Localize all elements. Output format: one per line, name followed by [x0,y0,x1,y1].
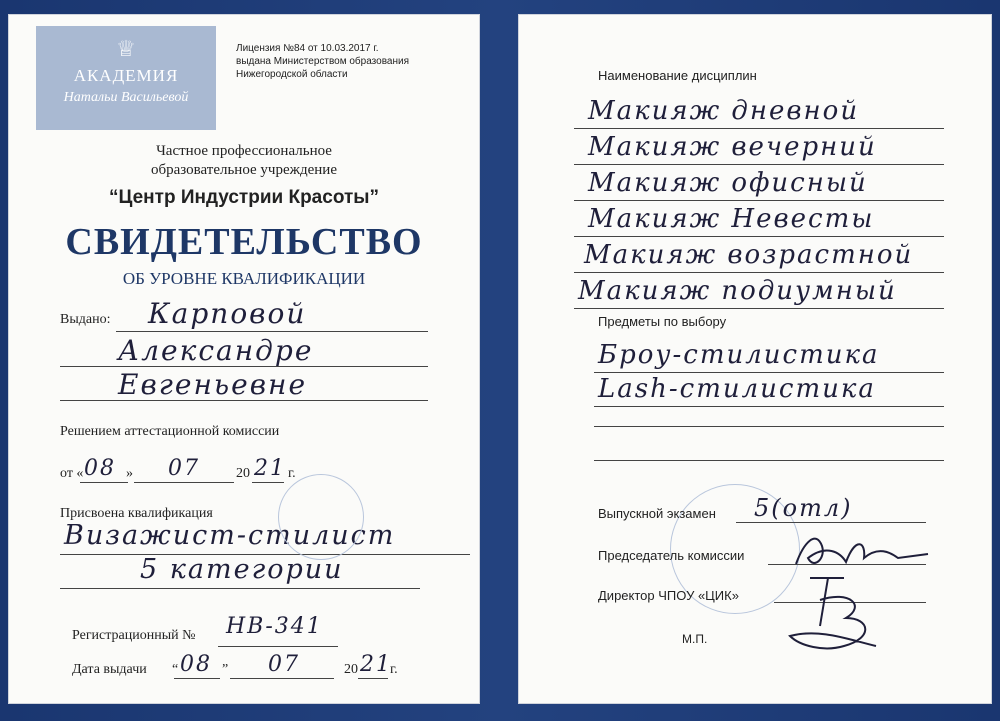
faint-stamp [278,474,364,560]
final-exam-label: Выпускной экзамен [598,506,716,521]
discipline-line [574,164,944,165]
year-unit: г. [288,466,296,481]
discipline-line [574,128,944,129]
discipline-line [574,272,944,273]
final-exam-grade: 5(отл) [754,494,853,522]
issue-year: 21 [360,652,392,677]
qualification-line [60,588,420,589]
recipient-patronymic: Евгеньевне [118,368,308,401]
logo-title: АКАДЕМИЯ [73,66,179,85]
year-unit: г. [390,662,398,677]
issue-date-label: Дата выдачи [72,662,147,677]
elective-item: Броу-стилистика [598,340,880,370]
registration-line [218,646,338,647]
license-line: выдана Министерством образования [236,56,409,67]
elective-line [594,460,944,461]
decision-day: 08 [84,456,116,481]
institution-type [8,142,480,180]
discipline-item: Макияж дневной [588,96,860,126]
date-close-quote: » [126,466,133,481]
academy-logo [36,26,216,130]
logo-subtitle: Натальи Васильевой [63,90,189,105]
crown-icon: ♕ [116,36,136,61]
decision-month: 07 [168,456,200,481]
right-page [518,14,992,704]
license-line: Нижегородской области [236,69,348,80]
discipline-item: Макияж вечерний [588,132,877,162]
day-line [80,482,128,483]
qualification-label: Присвоена квалификация [60,506,213,521]
discipline-line [574,308,944,309]
disciplines-label: Наименование дисциплин [598,68,757,83]
qualification-category: 5 категории [140,554,344,585]
license-info [236,42,409,81]
registration-number: НВ-341 [226,614,323,639]
institution-line: Частное профессиональное [156,143,332,159]
discipline-line [574,200,944,201]
institution-name: “Центр Индустрии Красоты” [109,187,379,208]
open-quote: “ [172,662,179,677]
elective-line [594,372,944,373]
elective-item: Lash-стилистика [598,374,876,404]
year-prefix: 20 [236,466,250,481]
decision-year: 21 [254,456,286,481]
commission-chair-label: Председатель комиссии [598,548,745,563]
discipline-item: Макияж подиумный [578,276,897,306]
issue-month: 07 [268,652,300,677]
recipient-surname: Карповой [148,297,307,330]
director-signature [780,566,890,662]
director-label: Директор ЧПОУ «ЦИК» [598,588,739,603]
issue-month-line [230,678,334,679]
registration-label: Регистрационный № [72,628,196,643]
date-prefix: от « [60,466,84,481]
qualification-title: Визажист-стилист [64,520,396,551]
year-prefix: 20 [344,662,358,677]
issue-year-line [358,678,388,679]
document-subtitle: ОБ УРОВНЕ КВАЛИФИКАЦИИ [122,269,366,288]
year-line [252,482,284,483]
license-line: Лицензия №84 от 10.03.2017 г. [236,43,379,54]
elective-line [594,406,944,407]
recipient-first-name: Александре [118,334,314,367]
elective-line [594,426,944,427]
month-line [134,482,234,483]
discipline-line [574,236,944,237]
issued-to-label: Выдано: [60,312,111,327]
left-page [8,14,480,704]
final-exam-line [736,522,926,523]
electives-label: Предметы по выбору [598,314,727,329]
close-quote: ” [222,662,229,677]
institution-line: образовательное учреждение [150,162,337,178]
commission-decision-label: Решением аттестационной комиссии [60,424,280,439]
discipline-item: Макияж офисный [588,168,868,198]
issued-to-line [116,331,428,332]
document-title: СВИДЕТЕЛЬСТВО [65,221,423,263]
discipline-item: Макияж Невесты [588,204,875,234]
issue-day: 08 [180,652,212,677]
issue-day-line [174,678,220,679]
seal-place: М.П. [682,632,708,646]
discipline-item: Макияж возрастной [584,240,914,270]
